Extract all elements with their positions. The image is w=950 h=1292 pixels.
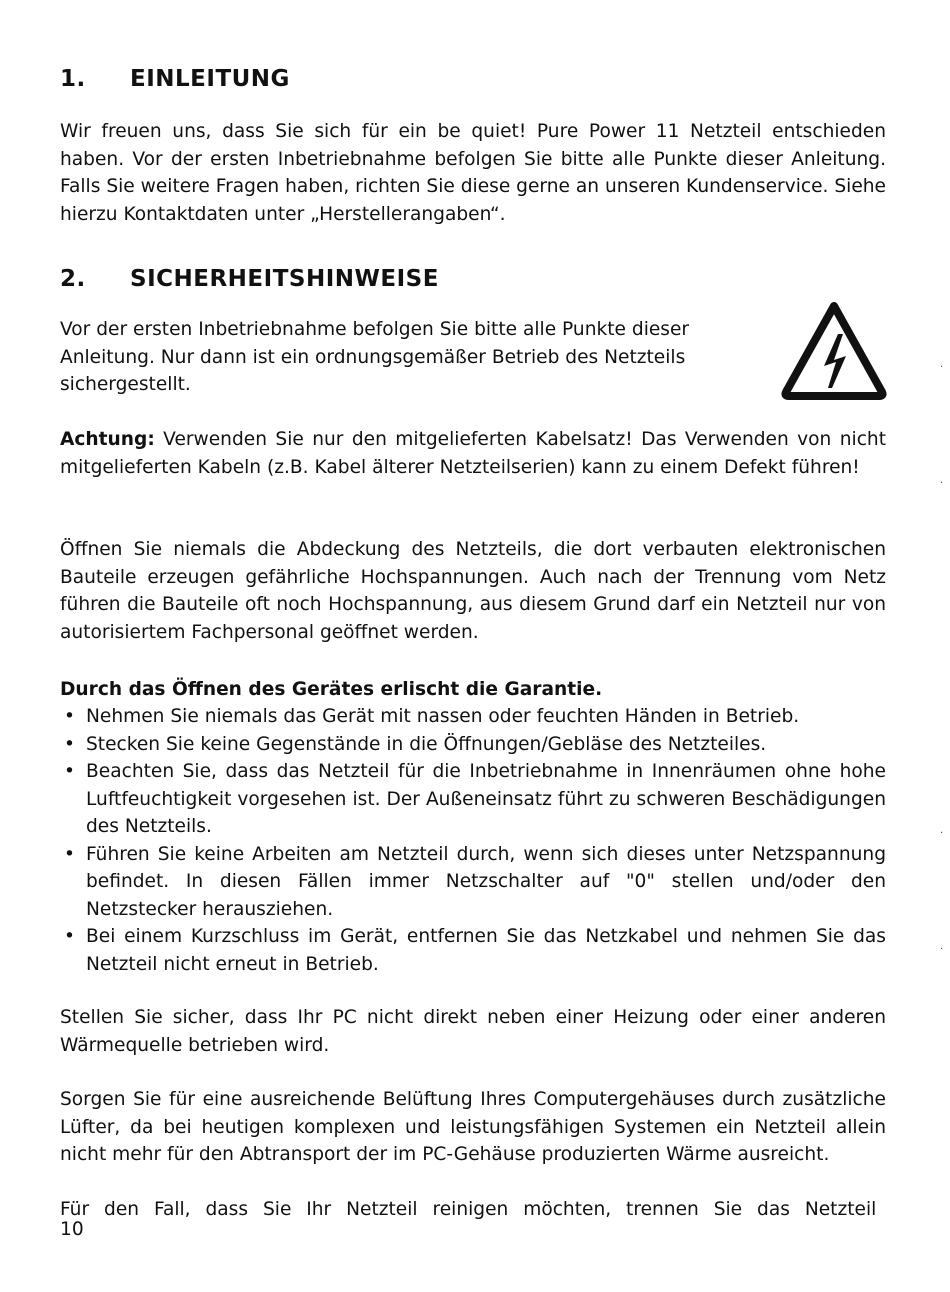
ventilation-text: Sorgen Sie für eine ausreichende Belüftung Ihres Computergehäuses durch zusätzliche Lüfter, da bei heutigen komplexen und leistungsfähigen Systemen ein Netzteil allein nicht mehr für den Abtransport der im PC-Gehäuse produzierten Wärme ausreicht. [60,1089,886,1165]
bullet-marker: • [64,706,75,727]
attention-label: Achtung: [60,429,155,450]
bullet-marker: • [64,926,75,947]
section-1-text: Wir freuen uns, dass Sie sich für ein be quiet! Pure Power 11 Netzteil entschieden haben. Vor der ersten Inbetriebnahme befolgen Sie bitte alle Punkte dieser Anleitung. Falls Sie weitere Fragen haben, richten Sie diese gerne an unseren Kundenservice. Siehe hierzu Kontaktdaten unter „Herstellerangaben“. [60,121,886,225]
attention-text: Verwenden Sie nur den mitgelieferten Kabelsatz! Das Verwenden von nicht mitgelieferten Kabeln (z.B. Kabel älterer Netzteilserien) kann zu einem Defekt führen! [60,429,886,478]
cleaning-text: Für den Fall, dass Sie Ihr Netzteil reinigen möchten, trennen Sie das Netzteil [60,1199,877,1220]
attention-paragraph [60,426,886,481]
scan-speck: · [940,478,944,489]
section-1-heading [60,66,290,92]
list-item: • Beachten Sie, dass das Netzteil für die Inbetriebnahme in Innenräumen ohne hohe Luftfeuchtigkeit vorgesehen ist. Der Außeneinsatz führt zu schweren Beschädigungen des Netzteils. [60,758,886,841]
bullet-marker: • [64,733,75,755]
section-2-heading [60,266,439,292]
heater-warning-text: Stellen Sie sicher, dass Ihr PC nicht direkt neben einer Heizung oder einer anderen Wärmequelle betrieben wird. [60,1007,886,1056]
section-2-number: 2. [60,266,86,292]
bullet-marker: • [64,843,75,865]
list-item: • Bei einem Kurzschluss im Gerät, entfernen Sie das Netzkabel und nehmen Sie das Netzteil nicht erneut in Betrieb. [60,923,886,978]
section-1-number: 1. [60,66,86,92]
list-item: • Stecken Sie keine Gegenstände in die Öffnungen/Gebläse des Netzteiles. [60,731,886,759]
bullet-marker: • [64,761,75,782]
page-number: 10 [60,1219,84,1240]
section-2-title: SICHERHEITSHINWEISE [130,266,439,292]
list-item: • Nehmen Sie niemals das Gerät mit nassen oder feuchten Händen in Betrieb. [60,703,886,731]
housing-warning-text: Öffnen Sie niemals die Abdeckung des Netzteils, die dort verbauten elektronischen Bauteile erzeugen gefährliche Hochspannungen. Auch nach der Trennung vom Netz führen die Bauteile oft noch Hochspannung, aus diesem Grund darf ein Netzteil nur von autorisiertem Fachpersonal geöffnet werden. [60,539,886,643]
section-1-title: EINLEITUNG [130,66,290,92]
scan-speck: · [940,944,944,955]
scan-speck: · [940,828,944,839]
high-voltage-warning-icon [780,300,888,400]
list-item: • Führen Sie keine Arbeiten am Netzteil durch, wenn sich dieses unter Netzspannung befindet. In diesen Fällen immer Netzschalter auf "0" stellen und/oder den Netzstecker herausziehen. [60,841,886,924]
safety-intro-text: Vor der ersten Inbetriebnahme befolgen Sie bitte alle Punkte dieser Anleitung. Nur dann ist ein ordnungsgemäßer Betrieb des Netzteils sichergestellt. [60,319,690,395]
warranty-heading: Durch das Öffnen des Gerätes erlischt die Garantie. [60,679,603,700]
scan-speck: · [940,362,944,373]
safety-bullet-list [60,703,886,978]
